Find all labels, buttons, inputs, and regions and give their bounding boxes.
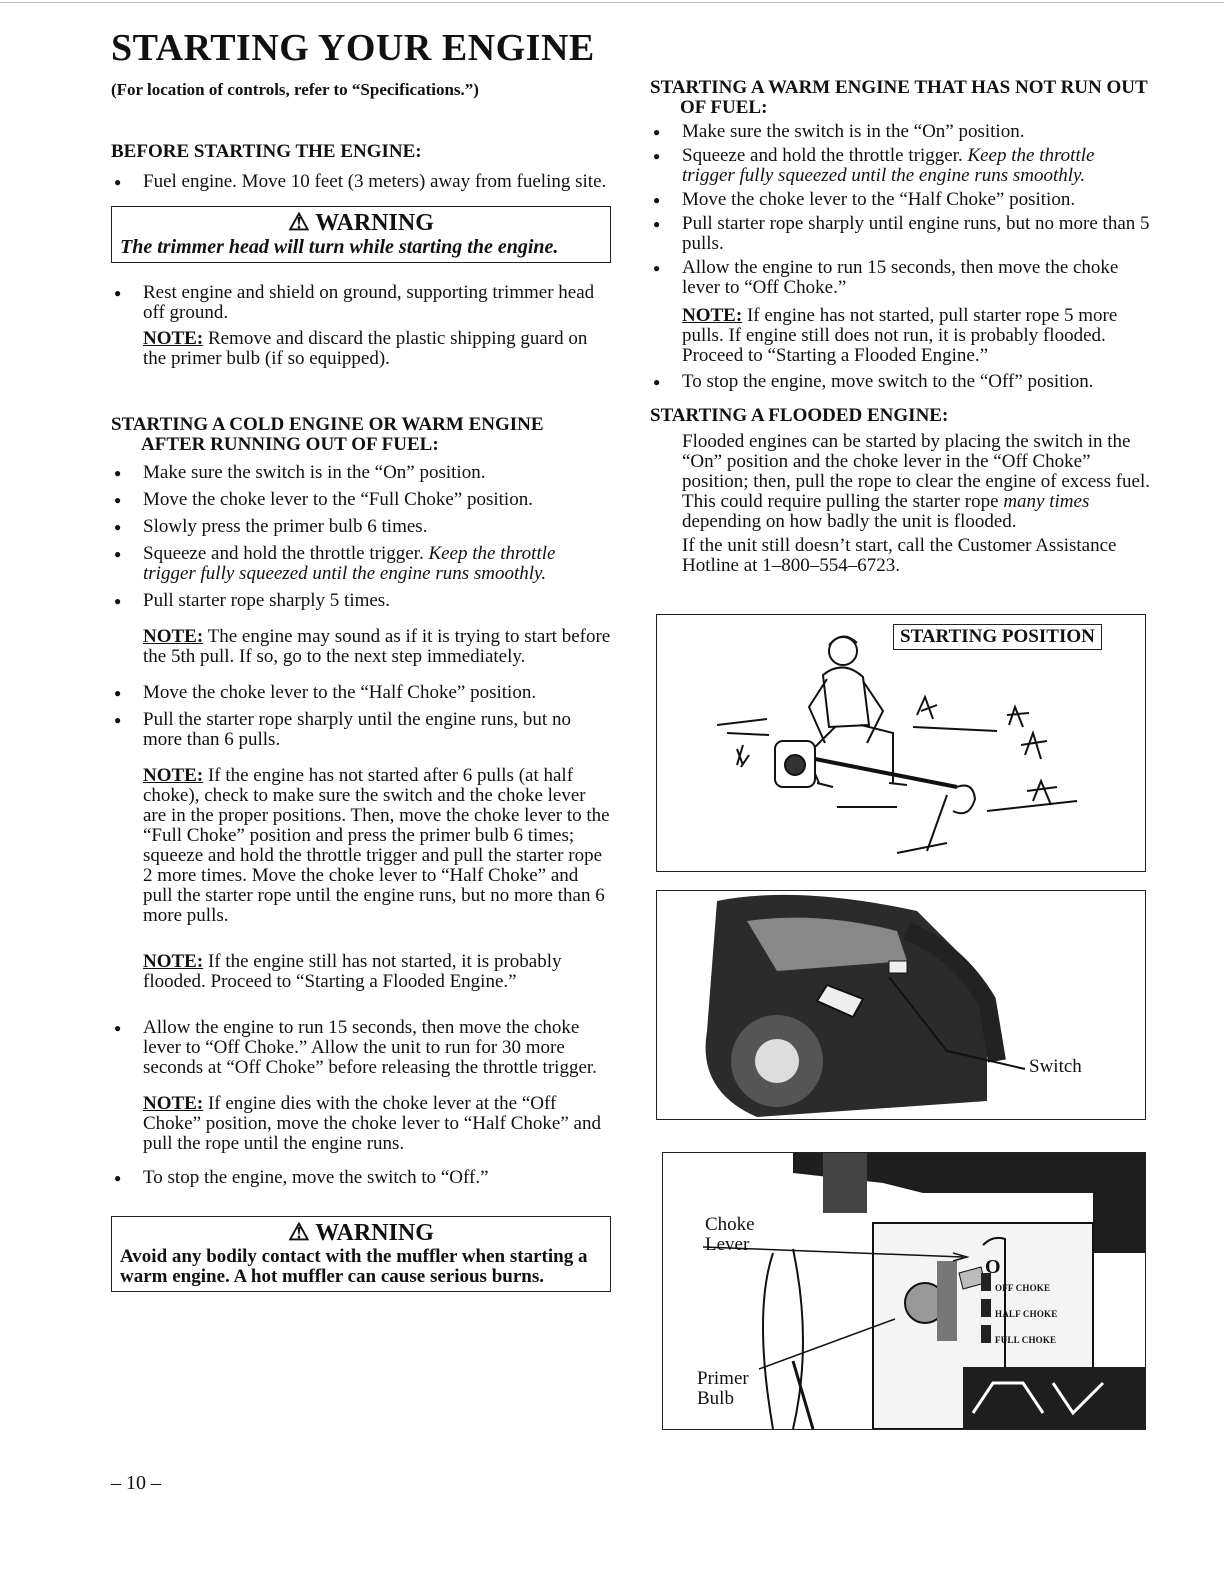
note-text: If engine dies with the choke lever at the “Off Choke” position, move the choke lever to “Half Choke” and pull the rope until the engine runs.	[143, 1093, 601, 1154]
note-label: NOTE:	[143, 765, 204, 786]
full-choke-label: FULL CHOKE	[995, 1335, 1057, 1345]
list-item: ● Move the choke lever to the “Full Choke” position.	[111, 490, 611, 510]
warning-text: The trimmer head will turn while starting the engine.	[120, 236, 559, 258]
list-item: ● Rest engine and shield on ground, supporting trimmer head off ground.	[111, 283, 611, 323]
page-number: – 10 –	[111, 1472, 161, 1494]
note-text: Remove and discard the plastic shipping guard on the primer bulb (if so equipped).	[143, 328, 588, 369]
list-item: ● Pull the starter rope sharply until the engine runs, but no more than 6 pulls.	[111, 710, 611, 750]
list-item	[111, 544, 611, 584]
note-flooded	[111, 952, 611, 992]
warning-title: ⚠ WARNING	[288, 1220, 434, 1246]
note-label: NOTE:	[143, 328, 204, 349]
note-fifth-pull	[111, 627, 611, 667]
figure-switch	[656, 890, 1146, 1120]
list-item: ● Make sure the switch is in the “On” position.	[650, 122, 1150, 142]
list-item: ● Allow the engine to run 15 seconds, then move the choke lever to “Off Choke.”	[650, 258, 1150, 298]
primer-bulb-label: Primer Bulb	[697, 1368, 749, 1409]
warm-list-2	[650, 372, 1150, 392]
list-item: ● Move the choke lever to the “Half Choke” position.	[111, 683, 611, 703]
cold-list-2	[111, 683, 611, 750]
list-item: ● To stop the engine, move the switch to “Off.”	[111, 1168, 611, 1188]
switch-illustration	[657, 891, 1145, 1119]
cold-list-3	[111, 1018, 611, 1078]
flooded-italic-text: many times	[1003, 491, 1090, 512]
list-item: ● Move the choke lever to the “Half Choke” position.	[650, 190, 1150, 210]
flooded-paragraph	[650, 432, 1150, 532]
list-item: ● Pull starter rope sharply until engine runs, but no more than 5 pulls.	[650, 214, 1150, 254]
off-choke-symbol: O	[985, 1256, 1001, 1278]
cold-engine-heading: STARTING A COLD ENGINE OR WARM ENGINE AFTER RUNNING OUT OF FUEL:	[111, 414, 544, 455]
warning-box-trimmer-head	[111, 206, 611, 263]
cold-list	[111, 463, 611, 611]
half-choke-label: HALF CHOKE	[995, 1309, 1058, 1319]
warning-title: ⚠ WARNING	[288, 210, 434, 236]
warning-box-muffler	[111, 1216, 611, 1292]
warning-text: Avoid any bodily contact with the muffler when starting a warm engine. A hot muffler can cause serious burns.	[120, 1246, 588, 1287]
list-item: ● To stop the engine, move switch to the “Off” position.	[650, 372, 1150, 392]
note-text: If the engine has not started after 6 pulls (at half choke), check to make sure the switch and the choke lever are in the proper positions. Then, move the choke lever to the “Full Choke” position and press the primer bulb 6 times; squeeze and hold the throttle trigger and pull the starter rope 2 more times. Move the choke lever to “Half Choke” and pull the starter rope until the engine runs, but no more than 6 more pulls.	[143, 765, 610, 926]
before-list-1	[111, 172, 611, 192]
warm-list	[650, 122, 1150, 298]
squeeze-italic-text: Keep the throttle trigger fully squeezed until the engine runs smoothly.	[682, 145, 1095, 186]
off-choke-label: OFF CHOKE	[995, 1283, 1051, 1293]
note-text: If the engine still has not started, it is probably flooded. Proceed to “Starting a Flooded Engine.”	[143, 951, 562, 992]
flooded-text: Flooded engines can be started by placing the switch in the “On” position and the choke lever in the “Off Choke” position; then, pull the rope to clear the engine of excess fuel. This could require pulling the starter rope	[682, 431, 1150, 512]
note-label: NOTE:	[143, 951, 204, 972]
squeeze-italic-text: Keep the throttle trigger fully squeezed until the engine runs smoothly.	[143, 543, 556, 584]
note-text: If engine has not started, pull starter rope 5 more pulls. If engine still does not run, it is probably flooded. Proceed to “Starting a Flooded Engine.”	[682, 305, 1118, 366]
note-label: NOTE:	[143, 626, 204, 647]
list-item: ● Make sure the switch is in the “On” position.	[111, 463, 611, 483]
squeeze-text: Squeeze and hold the throttle trigger.	[682, 145, 963, 166]
list-item: ● Fuel engine. Move 10 feet (3 meters) away from fueling site.	[111, 172, 611, 192]
flooded-heading: STARTING A FLOODED ENGINE:	[650, 405, 949, 426]
note-text: The engine may sound as if it is trying to start before the 5th pull. If so, go to the next step immediately.	[143, 626, 611, 667]
list-item: ● Slowly press the primer bulb 6 times.	[111, 517, 611, 537]
before-starting-heading: BEFORE STARTING THE ENGINE:	[111, 141, 422, 162]
figure-choke-primer	[662, 1152, 1146, 1430]
squeeze-text: Squeeze and hold the throttle trigger.	[143, 543, 424, 564]
starting-position-illustration	[657, 615, 1145, 871]
note-shipping-guard	[111, 329, 611, 369]
list-item: ● Allow the engine to run 15 seconds, then move the choke lever to “Off Choke.” Allow the unit to run for 30 more seconds at “Off Choke” before releasing the throttle trigger.	[111, 1018, 611, 1078]
before-list-2	[111, 283, 611, 323]
note-warm-not-started	[650, 306, 1150, 366]
list-item	[650, 146, 1150, 186]
starting-position-title: STARTING POSITION	[893, 624, 1102, 650]
note-label: NOTE:	[143, 1093, 204, 1114]
page-subtitle: (For location of controls, refer to “Specifications.”)	[111, 80, 479, 99]
warm-engine-heading: STARTING A WARM ENGINE THAT HAS NOT RUN OUT OF FUEL:	[650, 77, 1148, 118]
hotline-paragraph: If the unit still doesn’t start, call the Customer Assistance Hotline at 1–800–554–6723.	[682, 535, 1117, 576]
note-six-pulls	[111, 766, 611, 926]
left-column	[111, 142, 611, 1292]
note-label: NOTE:	[682, 305, 743, 326]
page-title: STARTING YOUR ENGINE	[111, 27, 595, 69]
flooded-text-end: depending on how badly the unit is flooded.	[682, 511, 1017, 532]
top-rule	[0, 2, 1224, 3]
figure-starting-position	[656, 614, 1146, 872]
note-engine-dies	[111, 1094, 611, 1154]
choke-lever-label: Choke Lever	[705, 1214, 755, 1255]
right-column	[650, 78, 1150, 576]
list-item: ● Pull starter rope sharply 5 times.	[111, 591, 611, 611]
cold-list-4	[111, 1168, 611, 1188]
switch-label: Switch	[1029, 1056, 1082, 1077]
